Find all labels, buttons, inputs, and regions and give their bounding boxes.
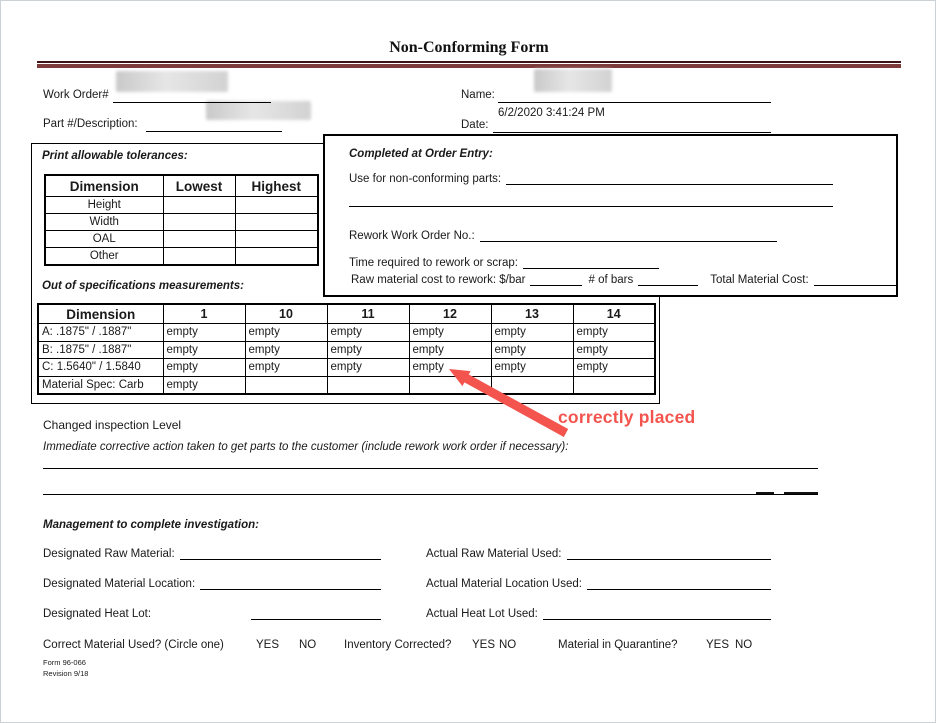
actual-heat-line (543, 607, 771, 620)
cell: empty (163, 359, 245, 377)
total-cost-label: Total Material Cost: (710, 274, 809, 286)
corrective-action-line-2 (43, 482, 818, 495)
spec-header-11: 11 (327, 304, 409, 324)
cell: empty (163, 341, 245, 359)
form-revision: Revision 9/18 (43, 669, 89, 678)
cell: empty (327, 341, 409, 359)
actual-location-line (587, 577, 771, 590)
tolerances-row-label: Other (45, 248, 163, 266)
spec-header-13: 13 (491, 304, 573, 324)
inventory-corrected-question: Inventory Corrected? (344, 639, 452, 651)
num-bars-line (638, 273, 698, 286)
cell (235, 197, 318, 214)
table-row (38, 324, 655, 342)
designated-heat-field (43, 607, 381, 620)
cell: empty (409, 324, 491, 342)
rework-order-label: Rework Work Order No.: (349, 230, 475, 242)
inventory-corrected-no: NO (499, 639, 517, 651)
annotation-text: correctly placed (558, 407, 696, 427)
part-description-line (146, 119, 282, 132)
actual-location-label: Actual Material Location Used: (426, 578, 582, 590)
tolerances-header-lowest: Lowest (163, 175, 235, 197)
cell: empty (409, 341, 491, 359)
divider-thick-line (37, 64, 901, 68)
cell (235, 231, 318, 248)
divider-thin-line (37, 61, 901, 63)
date-line (493, 120, 771, 133)
cell: empty (245, 341, 327, 359)
date-value: 6/2/2020 3:41:24 PM (498, 107, 605, 119)
tolerances-row-label: Width (45, 214, 163, 231)
spec-row-label: A: .1875" / .1887" (38, 324, 163, 342)
tolerances-row-label: OAL (45, 231, 163, 248)
form-number: Form 96-066 (43, 658, 86, 667)
cell: empty (327, 359, 409, 377)
title-divider (37, 61, 901, 68)
inventory-corrected-yes: YES (472, 639, 496, 651)
page-title: Non-Conforming Form (389, 39, 549, 56)
actual-location-field (426, 577, 771, 590)
raw-cost-field (351, 273, 896, 286)
corrective-action-line-1 (43, 456, 818, 469)
quarantine-question: Material in Quarantine? (558, 639, 678, 651)
cell (327, 376, 409, 394)
cell: empty (573, 324, 655, 342)
actual-heat-field (426, 607, 771, 620)
num-bars-label: # of bars (588, 274, 634, 286)
designated-location-line (200, 577, 381, 590)
designated-location-label: Designated Material Location: (43, 578, 196, 590)
cost-per-bar-line (530, 273, 582, 286)
cell (163, 197, 235, 214)
correct-material-yes: YES (256, 639, 280, 651)
changed-inspection-label: Changed inspection Level (43, 418, 182, 432)
pen-mark (756, 492, 774, 494)
date-label: Date: (461, 119, 489, 131)
table-row (38, 341, 655, 359)
use-for-parts-field (349, 172, 833, 185)
rework-order-field (349, 229, 777, 242)
work-order-line (113, 90, 271, 103)
spec-header-12: 12 (409, 304, 491, 324)
spec-header-14: 14 (573, 304, 655, 324)
tolerances-header-dimension: Dimension (45, 175, 163, 197)
designated-heat-line (251, 607, 381, 620)
correct-material-no: NO (299, 639, 317, 651)
spec-header-10: 10 (245, 304, 327, 324)
time-required-label: Time required to rework or scrap: (349, 257, 518, 269)
cell (163, 214, 235, 231)
cell (235, 214, 318, 231)
part-description-label: Part #/Description: (43, 118, 138, 130)
cell: empty (163, 324, 245, 342)
use-for-parts-line-2 (349, 194, 833, 207)
total-cost-line (814, 273, 896, 286)
name-line (498, 90, 771, 103)
cell: empty (245, 324, 327, 342)
spec-row-label: B: .1875" / .1887" (38, 341, 163, 359)
pen-mark (784, 492, 818, 494)
redaction-name (534, 69, 612, 92)
time-required-line (523, 256, 659, 269)
correct-material-question: Correct Material Used? (Circle one) (43, 639, 224, 651)
spec-header-dimension: Dimension (38, 304, 163, 324)
order-entry-section-box (323, 134, 898, 297)
spec-header-1: 1 (163, 304, 245, 324)
rework-order-line (480, 229, 777, 242)
cell: empty (327, 324, 409, 342)
cell: empty (409, 359, 491, 377)
quarantine-yes: YES (706, 639, 730, 651)
raw-cost-label: Raw material cost to rework: $/bar (351, 274, 526, 286)
tolerances-table (44, 174, 319, 266)
tolerances-row-label: Height (45, 197, 163, 214)
quarantine-no: NO (735, 639, 753, 651)
cell: empty (245, 359, 327, 377)
actual-raw-field (426, 547, 771, 560)
cell (245, 376, 327, 394)
work-order-label: Work Order# (43, 89, 109, 101)
designated-raw-field (43, 547, 381, 560)
use-for-parts-line (506, 172, 833, 185)
cell (163, 248, 235, 266)
designated-raw-label: Designated Raw Material: (43, 548, 175, 560)
name-label: Name: (461, 89, 495, 101)
annotation-arrow (439, 359, 589, 444)
cell: empty (163, 376, 245, 394)
designated-raw-line (180, 547, 381, 560)
designated-location-field (43, 577, 381, 590)
cell: empty (491, 324, 573, 342)
cell (163, 231, 235, 248)
tolerances-header-highest: Highest (235, 175, 318, 197)
order-entry-section-label: Completed at Order Entry: (349, 148, 493, 160)
management-section-label: Management to complete investigation: (43, 519, 259, 531)
cell (235, 248, 318, 266)
use-for-parts-label: Use for non-conforming parts: (349, 173, 502, 185)
cell: empty (491, 341, 573, 359)
out-of-spec-section-label: Out of specifications measurements: (42, 280, 244, 292)
designated-heat-label: Designated Heat Lot: (43, 608, 152, 620)
actual-raw-label: Actual Raw Material Used: (426, 548, 562, 560)
tolerances-section-label: Print allowable tolerances: (42, 150, 188, 162)
actual-heat-label: Actual Heat Lot Used: (426, 608, 538, 620)
time-required-field (349, 256, 659, 269)
spec-row-label: C: 1.5640" / 1.5840 (38, 359, 163, 377)
cell: empty (573, 359, 655, 377)
spec-row-label: Material Spec: Carb (38, 376, 163, 394)
redaction-part (206, 101, 311, 120)
corrective-action-label: Immediate corrective action taken to get parts to the customer (include rework work order if necessary): (43, 441, 569, 453)
actual-raw-line (567, 547, 772, 560)
cell: empty (573, 341, 655, 359)
redaction-work-order (116, 71, 228, 92)
cell: empty (491, 359, 573, 377)
